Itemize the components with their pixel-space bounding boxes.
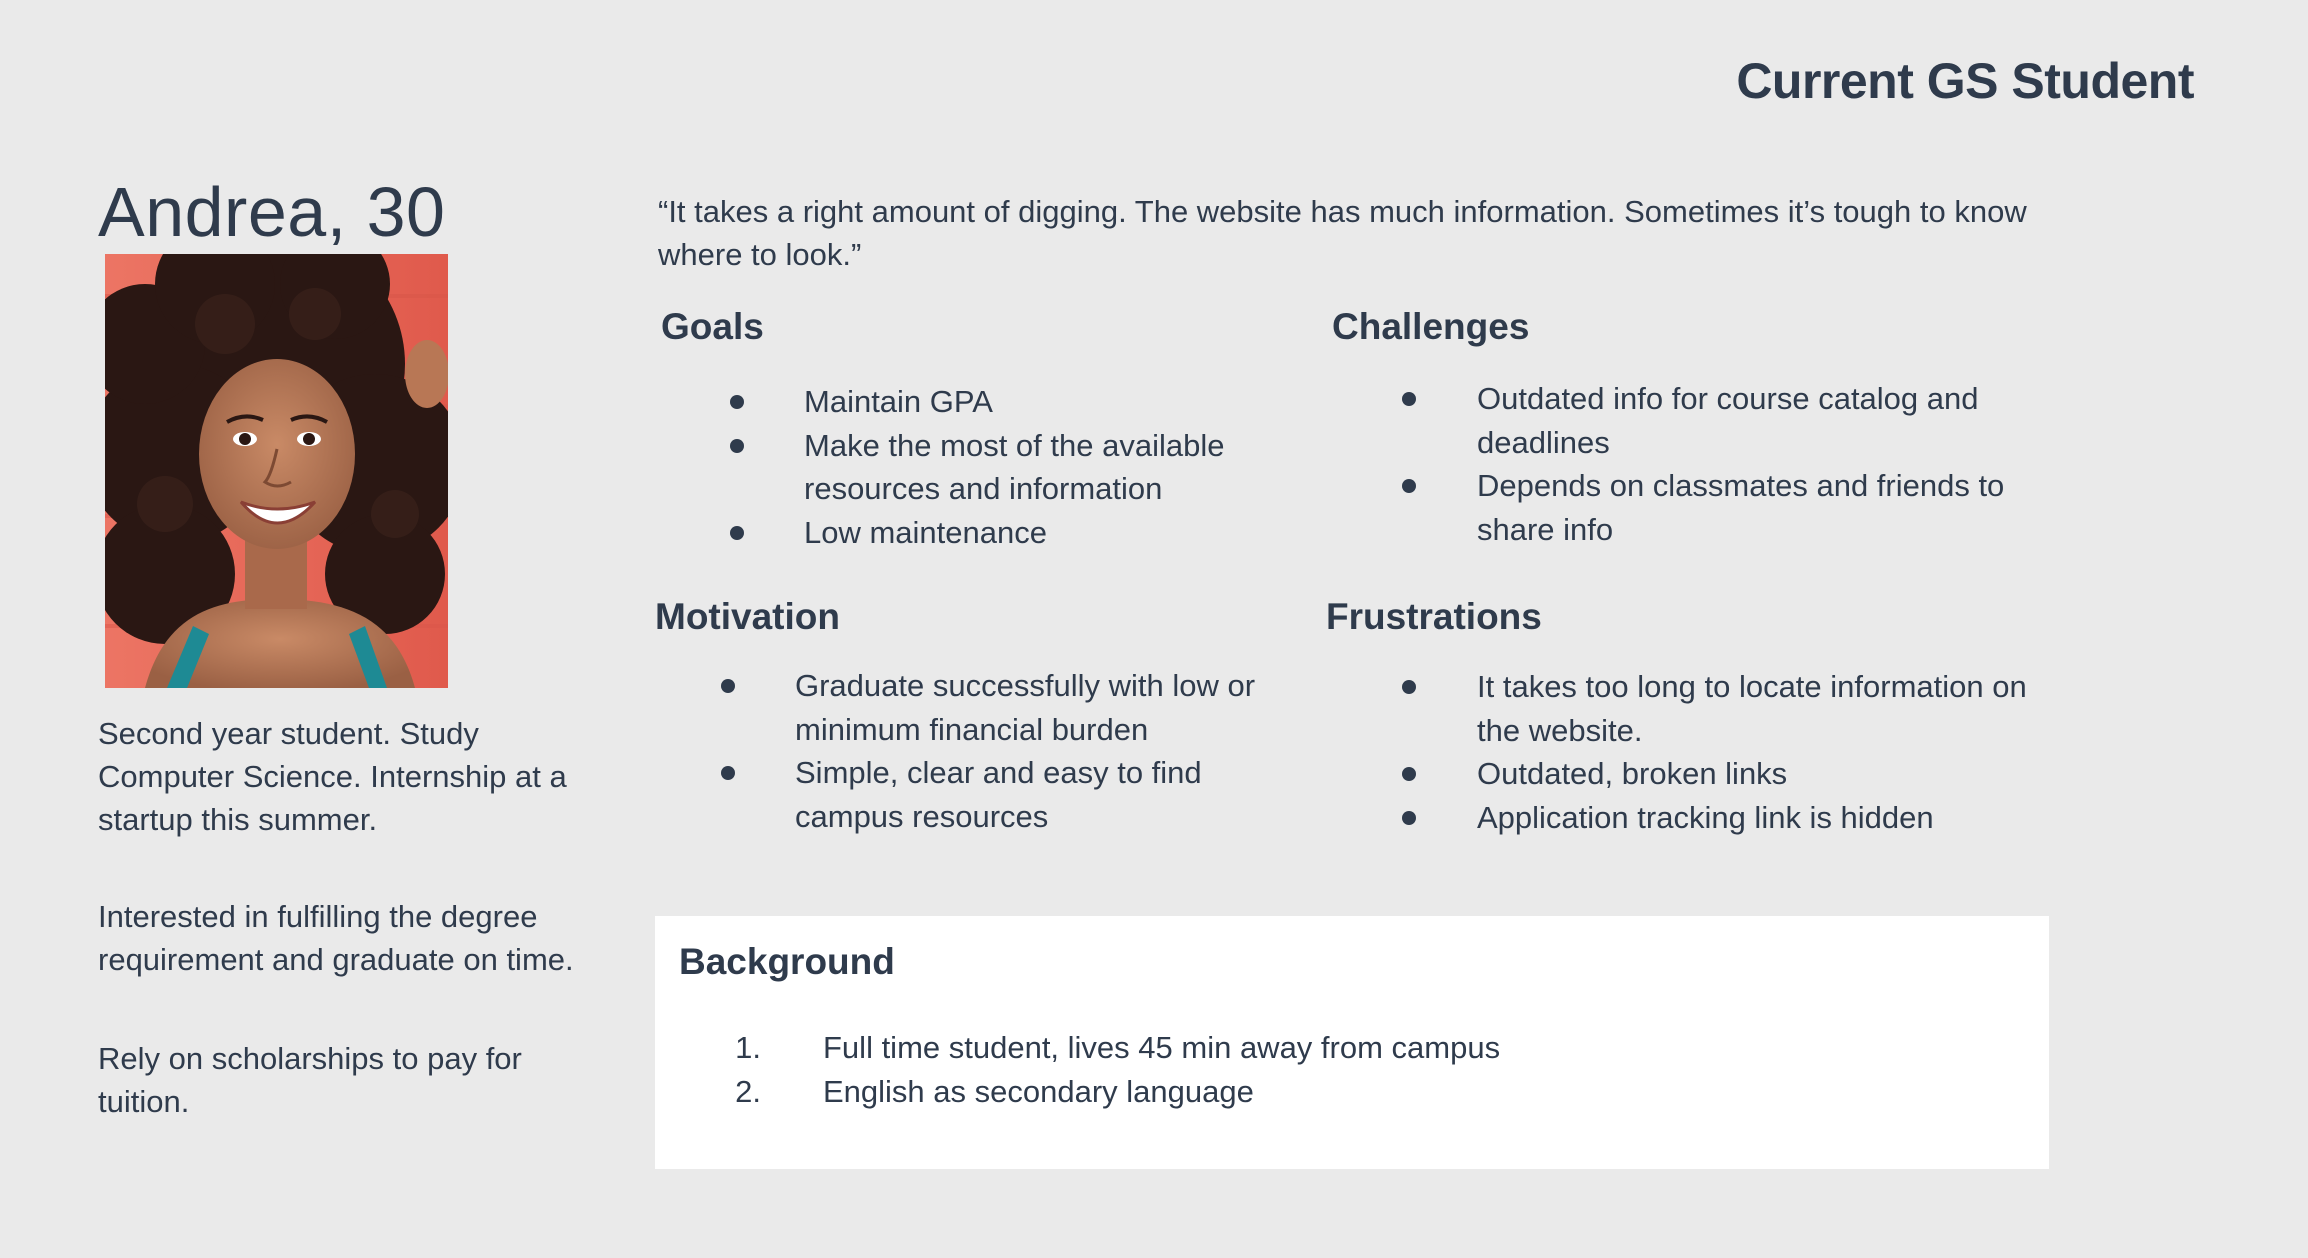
- list-item: [1477, 752, 2037, 796]
- list-item: [804, 380, 1304, 424]
- persona-name: Andrea, 30: [98, 173, 446, 251]
- bio-paragraph-3: [98, 1037, 618, 1123]
- goals-heading: Goals: [661, 306, 764, 347]
- persona-quote: “It takes a right amount of digging. The website has much information. Sometimes it’s tough to know where to look.”: [658, 194, 2027, 272]
- motivation-text: Simple, clear and easy to find campus resources: [795, 755, 1202, 834]
- bullet-icon: [1402, 811, 1416, 825]
- list-item: [1477, 377, 2037, 464]
- frustration-text: It takes too long to locate information on the website.: [1477, 669, 2027, 748]
- challenges-list: [1477, 377, 2037, 551]
- list-item: [735, 1026, 2023, 1070]
- list-item: [1477, 665, 2037, 752]
- bullet-icon: [730, 395, 744, 409]
- list-item: [804, 424, 1304, 511]
- background-heading: Background: [679, 941, 895, 982]
- background-card: [655, 916, 2049, 1169]
- list-item: [1477, 464, 2037, 551]
- portrait-photo-icon: [105, 254, 448, 688]
- challenges-heading: Challenges: [1332, 306, 1530, 347]
- bullet-icon: [1402, 392, 1416, 406]
- motivation-heading: Motivation: [655, 596, 840, 637]
- bullet-icon: [730, 526, 744, 540]
- list-item: [795, 751, 1295, 838]
- bullet-icon: [1402, 767, 1416, 781]
- goal-text: Low maintenance: [804, 514, 1047, 550]
- list-item: [804, 511, 1304, 555]
- list-item: [795, 664, 1295, 751]
- bio-text: Rely on scholarships to pay for tuition.: [98, 1041, 522, 1119]
- challenge-text: Outdated info for course catalog and deadlines: [1477, 381, 1979, 460]
- goal-text: Make the most of the available resources and information: [804, 427, 1225, 506]
- list-number: 2.: [735, 1073, 761, 1109]
- challenge-text: Depends on classmates and friends to share info: [1477, 468, 2005, 547]
- frustrations-list: [1477, 665, 2037, 839]
- bio-paragraph-1: [98, 712, 618, 841]
- goals-list: [804, 380, 1304, 554]
- bio-paragraph-2: [98, 895, 618, 981]
- motivation-list: [795, 664, 1295, 838]
- bio-text: Interested in fulfilling the degree requirement and graduate on time.: [98, 899, 574, 977]
- frustrations-heading: Frustrations: [1326, 596, 1542, 637]
- list-item: [735, 1070, 2023, 1114]
- persona-photo: [105, 254, 448, 688]
- page-title: Current GS Student: [1736, 53, 2194, 109]
- list-item: [1477, 796, 2037, 840]
- bullet-icon: [730, 439, 744, 453]
- bullet-icon: [1402, 680, 1416, 694]
- background-text: English as secondary language: [823, 1073, 1254, 1109]
- bullet-icon: [721, 679, 735, 693]
- frustration-text: Outdated, broken links: [1477, 756, 1788, 791]
- background-text: Full time student, lives 45 min away from campus: [823, 1030, 1501, 1065]
- background-list: [735, 1026, 2023, 1113]
- list-number: 1.: [735, 1030, 761, 1065]
- bio-text: Second year student. Study Computer Science. Internship at a startup this summer.: [98, 716, 567, 837]
- bullet-icon: [721, 766, 735, 780]
- goal-text: Maintain GPA: [804, 384, 993, 419]
- bullet-icon: [1402, 479, 1416, 493]
- motivation-text: Graduate successfully with low or minimum financial burden: [795, 668, 1256, 747]
- frustration-text: Application tracking link is hidden: [1477, 799, 1934, 835]
